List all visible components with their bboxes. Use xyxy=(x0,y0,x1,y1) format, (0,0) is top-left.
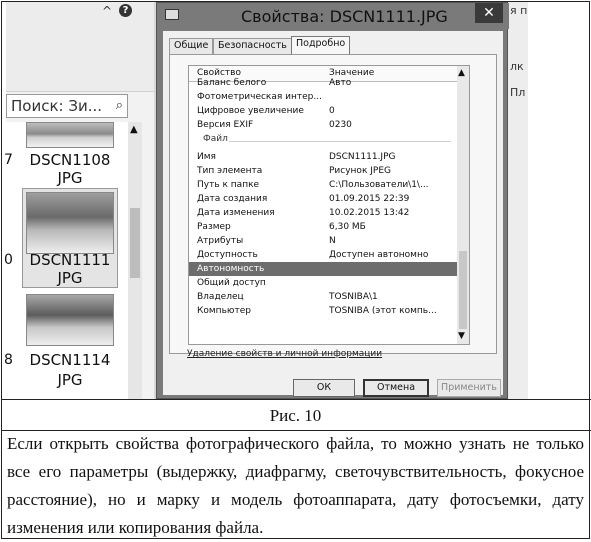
column-header-property[interactable]: Свойство xyxy=(197,68,241,78)
property-row[interactable]: Тип элемента Рисунок JPEG xyxy=(197,166,391,176)
scrollbar-thumb[interactable] xyxy=(459,251,467,329)
properties-list xyxy=(188,65,470,345)
property-row-selected[interactable]: Автономность xyxy=(189,262,457,276)
property-row[interactable]: Путь к папке C:\Пользователи\1\... xyxy=(197,180,429,190)
file-name: DSCN1111 xyxy=(29,251,111,269)
tab-details[interactable]: Подробно xyxy=(291,36,350,55)
search-text: Поиск: Зи... xyxy=(11,97,103,115)
scrollbar-thumb[interactable] xyxy=(130,208,140,278)
background-text: я п xyxy=(510,4,528,17)
thumbnail-dscn1114[interactable] xyxy=(26,294,114,346)
clipped-label: 7 xyxy=(4,152,13,168)
search-input[interactable] xyxy=(6,94,128,118)
group-divider xyxy=(229,141,451,142)
file-extension: JPG xyxy=(57,169,83,187)
dialog-body xyxy=(163,31,503,395)
details-panel xyxy=(169,54,497,354)
search-icon[interactable]: ⌕ xyxy=(115,98,123,113)
file-explorer-pane xyxy=(6,2,154,399)
chevron-up-icon[interactable]: ▲ xyxy=(458,68,465,78)
column-header-value[interactable]: Значение xyxy=(329,68,375,78)
screenshot-figure xyxy=(6,2,528,399)
file-extension: JPG xyxy=(57,269,83,287)
explorer-scrollbar[interactable] xyxy=(128,122,142,399)
apply-button[interactable]: Применить xyxy=(437,379,501,397)
chevron-up-icon[interactable]: ^ xyxy=(102,4,113,18)
property-row[interactable]: Размер 6,30 МБ xyxy=(197,222,366,232)
background-text: лк xyxy=(510,60,524,73)
chevron-down-icon[interactable]: ▼ xyxy=(458,331,465,341)
file-name: DSCN1108 xyxy=(29,151,111,169)
property-row[interactable]: Атрибуты N xyxy=(197,236,336,246)
file-extension: JPG xyxy=(57,371,83,389)
ok-button[interactable]: ОК xyxy=(293,379,355,397)
dialog-titlebar[interactable] xyxy=(157,3,509,29)
clipped-label: 0 xyxy=(4,252,13,268)
property-row[interactable]: Фотометрическая интер... xyxy=(197,92,322,102)
property-row[interactable]: Доступность Доступен автономно xyxy=(197,250,429,260)
property-row[interactable]: Дата изменения 10.02.2015 13:42 xyxy=(197,208,410,218)
property-row[interactable]: Общий доступ xyxy=(197,278,266,288)
property-row[interactable]: Цифровое увеличение 0 xyxy=(197,106,335,116)
property-row[interactable]: Версия EXIF 0230 xyxy=(197,120,352,130)
properties-dialog xyxy=(156,2,508,399)
property-row[interactable]: Баланс белого Авто xyxy=(197,78,352,88)
scroll-up-icon[interactable]: ▲ xyxy=(130,124,138,135)
background-window xyxy=(506,2,528,399)
file-name: DSCN1114 xyxy=(29,351,111,369)
window-icon xyxy=(165,9,179,20)
dialog-title: Свойства: DSCN1111.JPG xyxy=(241,7,448,26)
property-row[interactable]: Компьютер TOSNIBA (этот компь... xyxy=(197,306,437,316)
tab-general[interactable]: Общие xyxy=(169,38,213,54)
body-paragraph: Если открыть свойства фотографического файла, то можно узнать не только все его параметры (выдержку, диафрагму, светочувствительность, фокусное расстояние), но и марку и модель фотоаппарата, дату фотосъемки, дату изменения или копирования файла. xyxy=(7,434,584,537)
thumbnail-list xyxy=(6,122,128,399)
explorer-navigation-area xyxy=(6,2,154,92)
property-row[interactable]: Дата создания 01.09.2015 22:39 xyxy=(197,194,410,204)
row-divider xyxy=(2,399,591,400)
close-button[interactable]: ✕ xyxy=(475,3,503,23)
help-icon[interactable]: ? xyxy=(119,4,132,17)
cancel-button[interactable]: Отмена xyxy=(363,379,429,397)
figure-caption: Рис. 10 xyxy=(269,406,322,425)
property-row[interactable]: Имя DSCN1111.JPG xyxy=(197,152,396,162)
property-row[interactable]: Владелец TOSNIBA\1 xyxy=(197,292,378,302)
tab-security[interactable]: Безопасность xyxy=(213,38,292,54)
thumbnail-dscn1111[interactable] xyxy=(26,192,114,254)
group-heading: Файл xyxy=(203,134,228,144)
thumbnail-dscn1108[interactable] xyxy=(26,122,114,148)
clipped-label: 8 xyxy=(4,352,13,368)
remove-properties-link[interactable]: Удаление свойств и личной информации xyxy=(187,349,383,359)
background-text: Пл xyxy=(510,86,526,99)
properties-scrollbar[interactable] xyxy=(457,66,469,344)
